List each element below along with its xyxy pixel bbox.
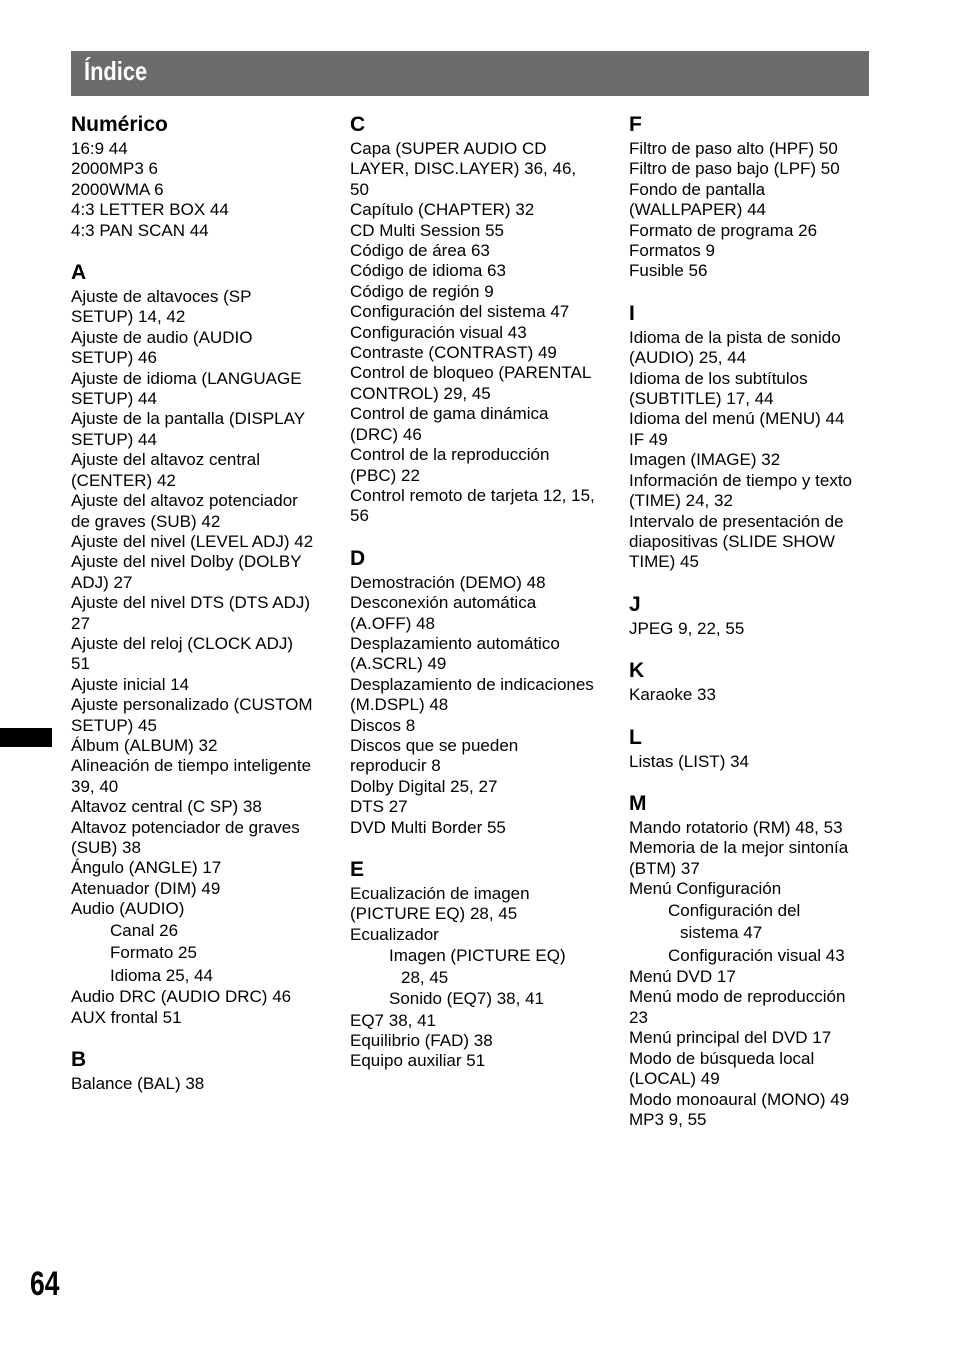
index-entry: Equilibrio (FAD) 38 [350,1031,493,1051]
index-entry: Idioma de la pista de sonido (AUDIO) 25, 44 [629,327,841,368]
page-number: 64 [30,1265,60,1303]
index-entry: Karaoke 33 [629,685,716,705]
index-entry: Intervalo de presentación de diapositivas (SLIDE SHOW TIME) 45 [629,511,844,572]
index-entry: Ángulo (ANGLE) 17 [71,858,222,878]
index-entry: EQ7 38, 41 [350,1010,437,1030]
index-entry: 2000WMA 6 [71,179,164,199]
index-entry: Código de región 9 [350,281,494,301]
index-entry: Ecualizador [350,924,439,944]
index-entry: AUX frontal 51 [71,1007,182,1027]
index-entry: 4:3 PAN SCAN 44 [71,220,209,240]
index-section [629,659,869,705]
index-entry: Demostración (DEMO) 48 [350,572,546,592]
index-entry: Idioma de los subtítulos (SUBTITLE) 17, 44 [629,368,808,409]
index-section [350,858,595,1072]
section-heading: Numérico [71,113,168,136]
section-heading: J [629,592,641,616]
index-entry: Código de idioma 63 [350,261,506,281]
index-entry: Capítulo (CHAPTER) 32 [350,200,535,220]
index-entry: MP3 9, 55 [629,1109,707,1129]
index-entry: Ajuste del nivel Dolby (DOLBY ADJ) 27 [71,552,302,592]
index-entry: Alineación de tiempo inteligente 39, 40 [71,756,312,796]
index-entry: Dolby Digital 25, 27 [350,776,498,796]
index-entry: Ajuste de altavoces (SP SETUP) 14, 42 [71,287,252,327]
index-entry: Imagen (IMAGE) 32 [629,450,781,470]
index-entry: Equipo auxiliar 51 [350,1051,486,1071]
index-subentry: Imagen (PICTURE EQ) [389,946,566,966]
index-entry: Desplazamiento de indicaciones (M.DSPL) 48 [350,674,594,715]
index-entry: Configuración del sistema 47 [350,302,570,322]
index-entry: Altavoz potenciador de graves (SUB) 38 [71,817,300,857]
index-entry: DVD Multi Border 55 [350,817,506,837]
index-subentry: Configuración del [668,900,801,920]
index-entry: Álbum (ALBUM) 32 [71,735,218,755]
index-entry: Ajuste del altavoz potenciador de graves (SUB) 42 [71,491,298,531]
index-entry: Discos que se pueden reproducir 8 [350,735,519,776]
index-subentry: sistema 47 [680,923,763,943]
index-entry: Altavoz central (C SP) 38 [71,797,262,817]
index-entry: Capa (SUPER AUDIO CD LAYER, DISC.LAYER) 36, 46, 50 [350,139,577,199]
index-entry: Menú Configuración [629,879,782,899]
index-entry: 16:9 44 [71,139,128,158]
index-entry: Modo monoaural (MONO) 49 [629,1089,850,1109]
index-subentry: 28, 45 [401,967,449,987]
index-entry: Ajuste del nivel (LEVEL ADJ) 42 [71,531,314,551]
index-entry: Ecualización de imagen (PICTURE EQ) 28, 45 [350,884,530,924]
index-entry: Ajuste de la pantalla (DISPLAY SETUP) 44 [71,409,305,449]
index-entry: 4:3 LETTER BOX 44 [71,200,229,220]
index-entry: Contraste (CONTRAST) 49 [350,343,557,363]
index-section [629,302,869,573]
index-entry: Control de la reproducción (PBC) 22 [350,445,550,485]
index-entry: Listas (LIST) 34 [629,751,749,771]
index-section [71,1048,316,1094]
index-entry: Menú DVD 17 [629,967,736,987]
index-entry: Atenuador (DIM) 49 [71,878,221,898]
index-entry: Audio (AUDIO) [71,899,185,919]
side-tab-marker [0,728,52,747]
page-title: Índice [84,56,148,86]
section-heading: I [629,301,635,325]
index-entry: Discos 8 [350,715,416,735]
section-heading: M [629,791,647,815]
section-heading: A [71,261,87,285]
index-section [629,113,869,282]
index-entry: Ajuste de audio (AUDIO SETUP) 46 [71,327,253,368]
index-entry: Ajuste del reloj (CLOCK ADJ) 51 [71,633,294,674]
section-heading: K [629,659,645,683]
index-entry: 2000MP3 6 [71,159,158,179]
index-entry: Idioma del menú (MENU) 44 [629,409,845,429]
section-heading: E [350,858,365,881]
index-subentry: Idioma 25, 44 [110,965,214,985]
index-section [71,261,316,1028]
index-entry: Control de bloqueo (PARENTAL CONTROL) 29, 45 [350,363,591,403]
index-entry: Configuración visual 43 [350,322,527,342]
index-entry: Información de tiempo y texto (TIME) 24, 32 [629,470,853,511]
title-bar [71,51,869,96]
index-entry: Formatos 9 [629,241,715,261]
index-column-1 [71,113,316,1114]
index-column-2 [350,113,595,1092]
index-subentry: Canal 26 [110,920,179,940]
index-entry: Ajuste de idioma (LANGUAGE SETUP) 44 [71,368,302,409]
section-heading: D [350,546,366,570]
index-entry: Control de gama dinámica (DRC) 46 [350,404,549,444]
index-entry: Ajuste del altavoz central (CENTER) 42 [71,450,260,490]
index-entry: Ajuste inicial 14 [71,674,190,694]
index-section [629,792,869,1130]
index-entry: Fusible 56 [629,261,708,281]
index-section [350,113,595,527]
index-entry: Menú principal del DVD 17 [629,1028,832,1048]
section-heading: B [71,1047,87,1071]
index-entry: Mando rotatorio (RM) 48, 53 [629,817,843,837]
index-entry: Ajuste personalizado (CUSTOM SETUP) 45 [71,695,313,735]
section-heading: C [350,113,366,136]
index-entry: Desplazamiento automático (A.SCRL) 49 [350,633,560,674]
index-section [629,593,869,639]
index-entry: Control remoto de tarjeta 12, 15, 56 [350,485,595,526]
index-section [71,113,316,241]
index-entry: Fondo de pantalla (WALLPAPER) 44 [629,179,766,220]
section-heading: L [629,725,642,749]
index-column-3 [629,113,869,1150]
index-subentry: Configuración visual 43 [668,945,845,965]
index-entry: IF 49 [629,429,668,449]
index-subentry: Formato 25 [110,943,197,963]
section-heading: F [629,113,642,136]
index-entry: Balance (BAL) 38 [71,1073,205,1093]
index-entry: Filtro de paso alto (HPF) 50 [629,139,838,158]
index-entry: CD Multi Session 55 [350,220,505,240]
index-entry: JPEG 9, 22, 55 [629,618,745,638]
index-entry: Desconexión automática (A.OFF) 48 [350,593,537,633]
index-entry: Menú modo de reproducción 23 [629,987,846,1027]
index-subentry: Sonido (EQ7) 38, 41 [389,989,544,1009]
index-entry: Memoria de la mejor sintonía (BTM) 37 [629,838,849,878]
index-entry: Formato de programa 26 [629,220,818,240]
index-section [629,726,869,772]
index-entry: Ajuste del nivel DTS (DTS ADJ) 27 [71,593,311,633]
index-entry: Filtro de paso bajo (LPF) 50 [629,159,840,179]
index-entry: Modo de búsqueda local (LOCAL) 49 [629,1048,815,1089]
index-entry: DTS 27 [350,797,408,817]
index-entry: Audio DRC (AUDIO DRC) 46 [71,987,292,1007]
index-entry: Código de área 63 [350,241,490,261]
index-section [350,547,595,838]
